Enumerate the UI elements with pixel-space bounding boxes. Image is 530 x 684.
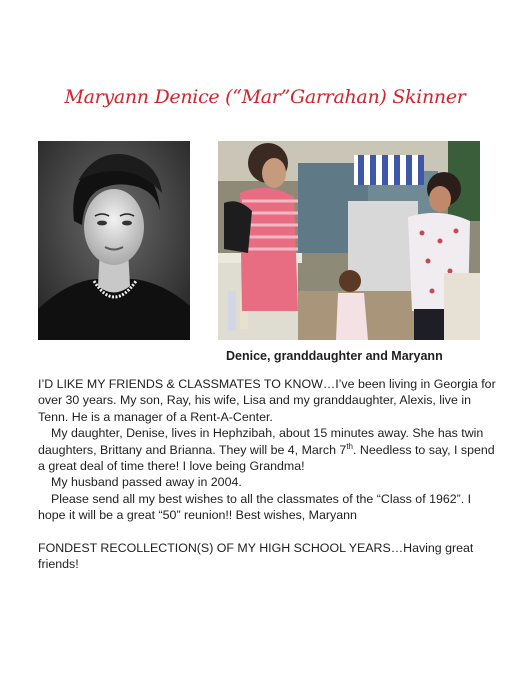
know-paragraph-2 (38, 425, 498, 474)
photo-caption: Denice, granddaughter and Maryann (226, 349, 443, 363)
know-text-2b: . Needless to say, I spend a great deal of time there! I love being Grandma! (38, 442, 495, 474)
portrait-photo (38, 141, 190, 340)
ordinal-suffix: th (346, 441, 353, 451)
know-paragraph (38, 376, 498, 425)
know-text-2a: My daughter, Denise, lives in Hephzibah, about 15 minutes away. She has twin daughters, Brittany and Brianna. They will be 4, March 7 (38, 426, 484, 457)
page-title: Maryann Denice (“Mar”Garrahan) Skinner (64, 86, 466, 108)
recollection-text: Having great friends! (38, 540, 474, 572)
paragraph-gap (38, 524, 498, 540)
profile-text (38, 376, 498, 572)
recollection-paragraph (38, 540, 498, 573)
know-paragraph-3: My husband passed away in 2004. (51, 475, 242, 490)
recollection-heading: FONDEST RECOLLECTION(S) OF MY HIGH SCHOOL YEARS… (38, 540, 404, 555)
family-photo (218, 141, 480, 340)
know-paragraph-4: Please send all my best wishes to all the classmates of the “Class of 1962”. I hope it will be a great “50” reunion!! Best wishes, Maryann (38, 491, 472, 523)
know-text-1: I’ve been living in Georgia for over 30 years. My son, Ray, his wife, Lisa and my granddaughter, Alexis, live in Tenn. He is a manager of a Rent-A-Center. (38, 377, 496, 424)
know-heading: I’D LIKE MY FRIENDS & CLASSMATES TO KNOW… (38, 377, 336, 391)
